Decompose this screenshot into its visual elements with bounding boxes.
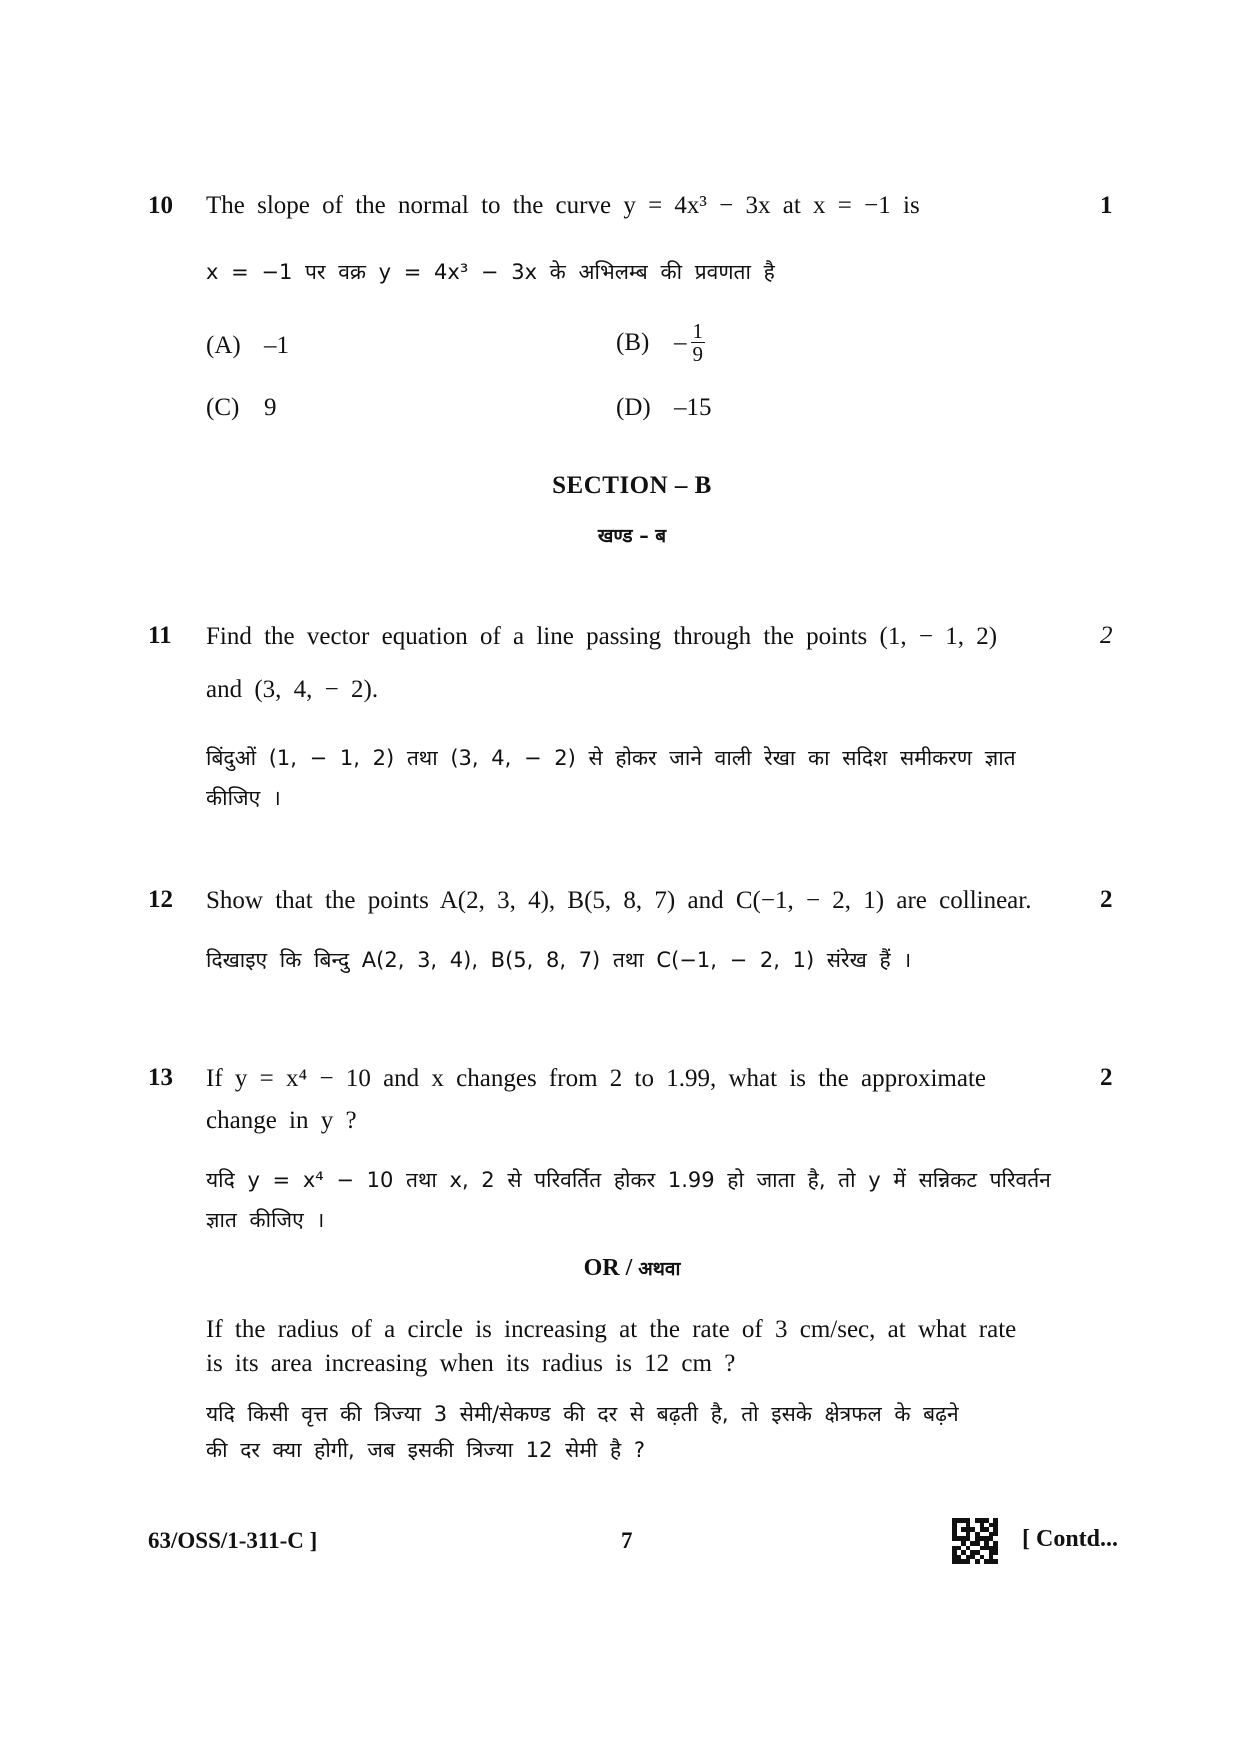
- question-text-en: Show that the points A(2, 3, 4), B(5, 8, 7) and C(−1, − 2, 1) are collinear.: [206, 887, 1032, 914]
- alt-question-hi-line2: की दर क्या होगी, जब इसकी त्रिज्या 12 सेमी है ?: [206, 1438, 645, 1462]
- question-number: 10: [148, 192, 173, 219]
- option-d: [616, 394, 712, 422]
- option-sign: –: [674, 328, 687, 356]
- question-text-hi-line1: यदि y = x⁴ − 10 तथा x, 2 से परिवर्तित होकर 1.99 हो जाता है, तो y में सन्निकट परिवर्तन: [206, 1168, 1051, 1192]
- question-text-en-line1: Find the vector equation of a line passing through the points (1, − 1, 2): [206, 623, 998, 650]
- option-label: (A): [206, 332, 241, 359]
- question-text-hi: x = −1 पर वक्र y = 4x³ − 3x के अभिलम्ब की प्रवणता है: [206, 260, 775, 284]
- alt-question-en-line2: is its area increasing when its radius is 12 cm ?: [206, 1350, 736, 1377]
- or-label-en: OR /: [583, 1255, 639, 1281]
- page-number: 7: [621, 1528, 633, 1553]
- question-text-en-line2: change in y ?: [206, 1107, 357, 1134]
- qr-code-icon: [952, 1518, 998, 1564]
- question-text-en: The slope of the normal to the curve y = 4x³ − 3x at x = −1 is: [206, 192, 920, 219]
- question-marks: 2: [1100, 886, 1113, 913]
- option-a: [206, 332, 289, 360]
- or-label-hi: अथवा: [638, 1258, 681, 1280]
- option-b: [616, 320, 705, 365]
- option-label: (C): [206, 394, 240, 421]
- option-value: –15: [674, 394, 712, 421]
- alt-question-en-line1: If the radius of a circle is increasing at the rate of 3 cm/sec, at what rate: [206, 1316, 1017, 1343]
- question-marks: 2: [1100, 622, 1113, 649]
- or-separator: [0, 1255, 1240, 1282]
- question-marks: 1: [1100, 192, 1113, 219]
- question-number: 11: [148, 622, 172, 649]
- section-title-hi: खण्ड – ब: [597, 525, 667, 547]
- alt-question-hi-line1: यदि किसी वृत्त की त्रिज्या 3 सेमी/सेकण्ड की दर से बढ़ती है, तो इसके क्षेत्रफल के बढ़ने: [206, 1402, 959, 1426]
- section-title: SECTION – B: [552, 472, 712, 499]
- question-marks: 2: [1100, 1064, 1113, 1091]
- question-text-en-line2: and (3, 4, − 2).: [206, 676, 379, 703]
- question-text-hi-line2: ज्ञात कीजिए ।: [206, 1208, 325, 1232]
- continued-label: [ Contd...: [1022, 1526, 1119, 1552]
- option-value: 9: [264, 394, 277, 421]
- option-value: –1: [264, 332, 289, 359]
- option-label: (D): [616, 394, 651, 421]
- question-text-hi: दिखाइए कि बिन्दु A(2, 3, 4), B(5, 8, 7) तथा C(−1, − 2, 1) संरेख हैं ।: [206, 948, 912, 972]
- question-number: 12: [148, 886, 173, 913]
- question-text-hi-line2: कीजिए ।: [206, 786, 281, 810]
- option-label: (B): [616, 328, 650, 356]
- option-c: [206, 394, 277, 422]
- question-text-hi-line1: बिंदुओं (1, − 1, 2) तथा (3, 4, − 2) से होकर जाने वाली रेखा का सदिश समीकरण ज्ञात: [206, 746, 1016, 770]
- question-text-en-line1: If y = x⁴ − 10 and x changes from 2 to 1.99, what is the approximate: [206, 1065, 986, 1092]
- fraction-numerator: 1: [692, 319, 703, 343]
- question-number: 13: [148, 1064, 173, 1091]
- paper-code: 63/OSS/1-311-C ]: [148, 1528, 318, 1553]
- fraction-denominator: 9: [692, 342, 703, 366]
- fraction: [691, 320, 706, 365]
